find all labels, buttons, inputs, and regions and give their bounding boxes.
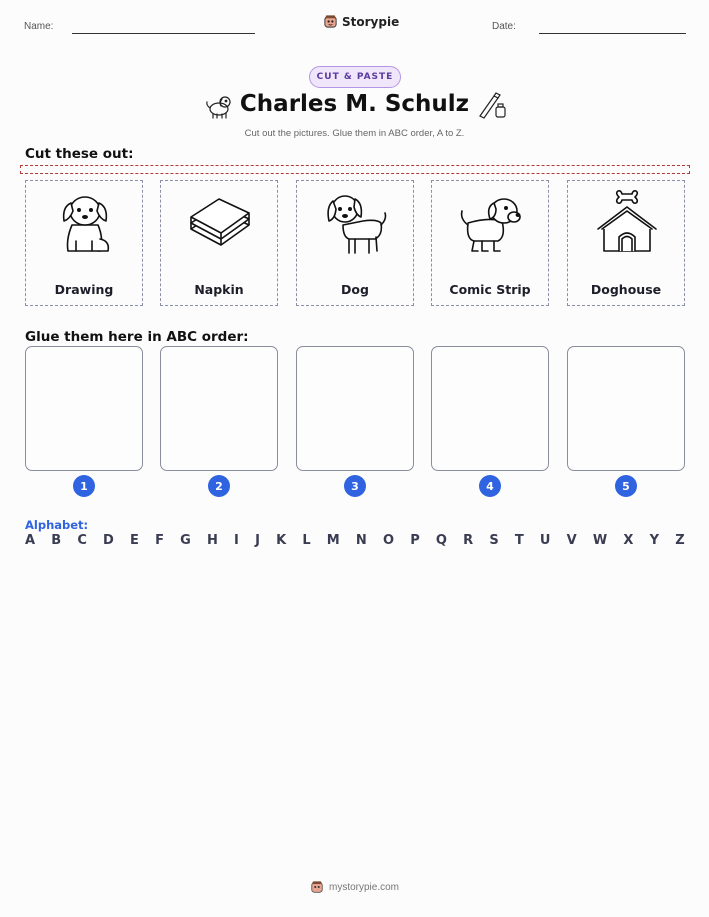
name-line[interactable] [72,33,255,34]
letter: Y [649,533,660,548]
pen-and-ink-icon [476,90,508,120]
letter: C [77,533,87,548]
letter: U [539,533,551,548]
letter: Z [675,533,685,548]
alphabet-strip [25,533,685,548]
letter: D [103,533,114,548]
letter: Q [435,533,447,548]
cut-line [20,165,690,174]
footer [0,880,709,894]
letter: R [463,533,474,548]
letter: X [623,533,634,548]
storypie-logo [323,14,399,29]
letter: B [51,533,62,548]
cut-card-napkin[interactable] [160,180,278,306]
instructions: Cut out the pictures. Glue them in ABC order, A to Z. [244,128,465,139]
glue-section-heading: Glue them here in ABC order: [25,329,249,345]
name-label: Name: [24,21,54,32]
storypie-mascot-icon [323,14,338,29]
letter: F [155,533,164,548]
glue-box-1[interactable] [25,346,143,471]
glue-box-3[interactable] [296,346,414,471]
footer-url[interactable]: mystorypie.com [328,881,399,893]
letter: K [276,533,287,548]
letter: O [382,533,395,548]
page-title: Charles M. Schulz [239,91,470,117]
puppy-sitting-icon [52,189,118,259]
letter: J [255,533,260,548]
letter: E [130,533,139,548]
letter: H [206,533,218,548]
slot-number-4: 4 [479,475,501,497]
cut-card-dog[interactable] [296,180,414,306]
letter: I [234,533,239,548]
slot-number-1: 1 [73,475,95,497]
card-label: Comic Strip [449,282,531,297]
date-line[interactable] [539,33,686,34]
letter: S [489,533,499,548]
slot-number-2: 2 [208,475,230,497]
cut-card-comic-strip[interactable] [431,180,549,306]
letter: N [355,533,367,548]
letter: L [302,533,311,548]
folded-napkin-icon [187,189,253,259]
brand-name: Storypie [342,14,400,29]
letter: G [180,533,191,548]
slot-number-3: 3 [344,475,366,497]
cut-paste-badge: CUT & PASTE [309,66,401,88]
cut-card-drawing[interactable] [25,180,143,306]
dog-standing-icon [323,189,389,259]
puppy-walking-icon [458,189,524,259]
glue-box-5[interactable] [567,346,685,471]
letter: P [410,533,420,548]
slot-number-5: 5 [615,475,637,497]
letter: T [514,533,524,548]
letter: A [25,533,36,548]
alphabet-label: Alphabet: [25,518,89,532]
cut-card-doghouse[interactable] [567,180,685,306]
card-label: Doghouse [590,282,662,297]
letter: V [566,533,577,548]
glue-box-2[interactable] [160,346,278,471]
card-label: Dog [341,282,369,297]
storypie-mascot-icon [310,880,324,894]
doghouse-icon [594,189,660,259]
glue-box-4[interactable] [431,346,549,471]
letter: W [592,533,608,548]
letter: M [326,533,340,548]
card-label: Napkin [194,282,244,297]
date-label: Date: [492,21,516,32]
card-label: Drawing [54,282,114,297]
cut-section-heading: Cut these out: [25,146,134,162]
